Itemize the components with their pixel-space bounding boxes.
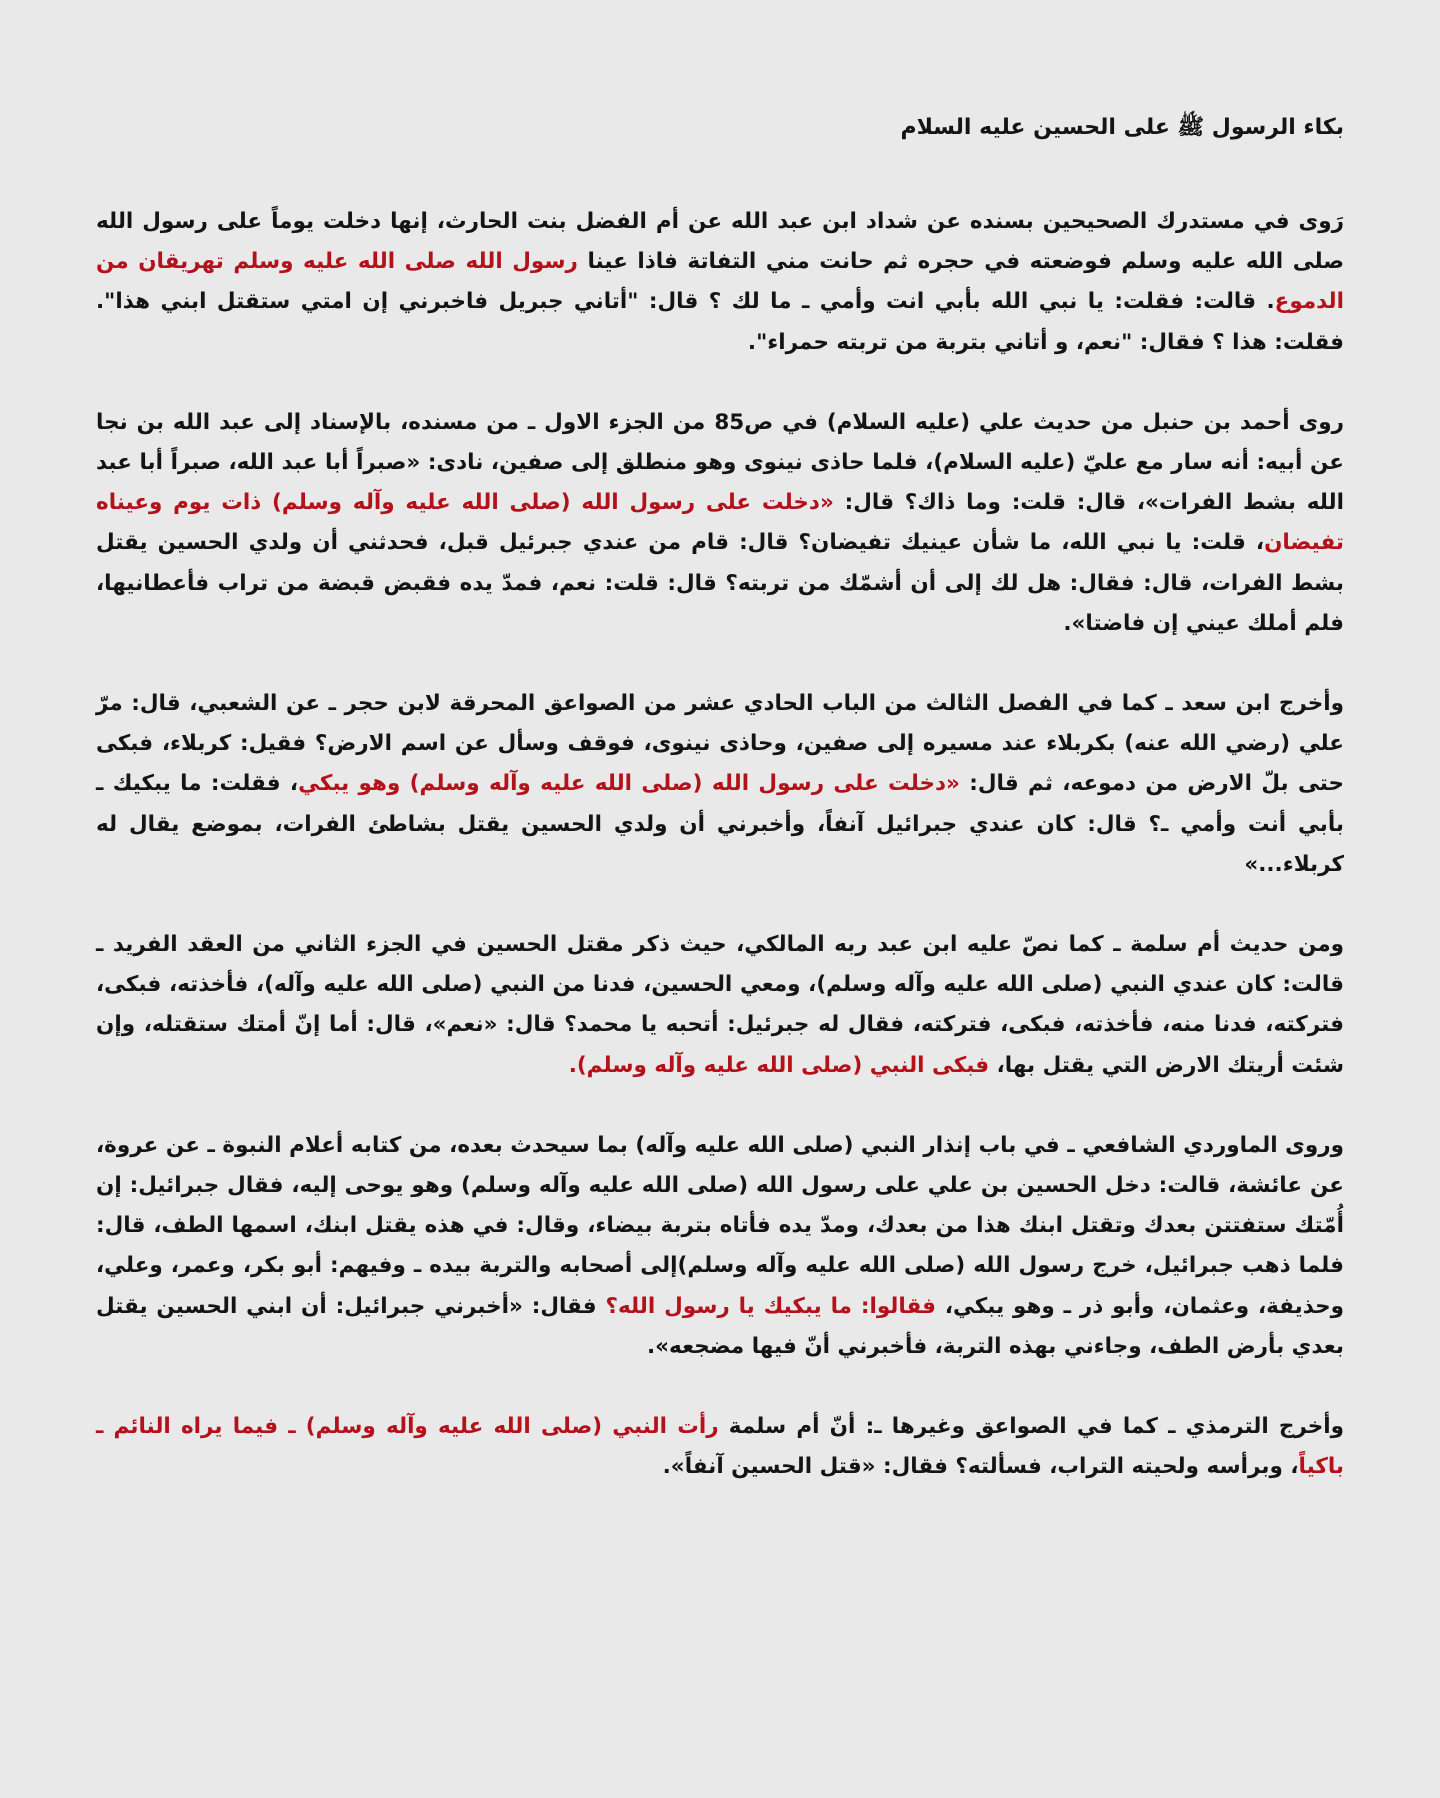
highlighted-text: «دخلت على رسول الله (صلى الله عليه وآله وسلم) ذات يوم وعيناه تفيضان [96, 490, 1344, 556]
paragraph-text: فقال: «أخبرني جبرائيل: أن ابني الحسين يقتل بعدي بأرض الطف، وجاءني بهذه التربة، فأخبرني أنّ فيها مضجعه». [96, 1293, 1344, 1359]
paragraph-text: وروى الماوردي الشافعي ـ في باب إنذار النبي (صلى الله عليه وآله) بما سيحدث بعده، من كتابه أعلام النبوة ـ عن عروة، عن عائشة، قالت: دخل الحسين بن علي على رسول الله (صلى الله عليه وآله وسلم) وهو يوحى إليه، فقال جبرائيل: إن أُمّتك ستفتتن بعدك وتقتل ابنك هذا من بعدك، ومدّ يده فأتاه بتربة بيضاء، وقال: في هذه يقتل ابنك، اسمها الطف، قال: فلما ذهب جبرائيل، خرج رسول الله (صلى الله عليه وآله وسلم)إلى أصحابه والتربة بيده ـ وفيهم: أبو بكر، وعمر، وعلي، وحذيفة، وعثمان، وأبو ذر ـ وهو يبكي، [96, 1132, 1345, 1319]
page-title: بكاء الرسول ﷺ على الحسين عليه السلام [900, 115, 1344, 140]
paragraph-text: ، قلت: يا نبي الله، ما شأن عينيك تفيضان؟ قال: قام من عندي جبرئيل قبل، فحدثني أن ولدي الحسين يقتل بشط الفرات، قال: فقال: هل لك إلى أن أشمّك من تربته؟ قال: قلت: نعم، فمدّ يده فقبض قبضة من تراب فأعطانيها، فلم أملك عيني إن فاضتا». [96, 530, 1344, 636]
paragraph-ibn-saad [96, 684, 1344, 885]
paragraph-ahmad-ibn-hanbal [96, 403, 1344, 644]
paragraph-text: روى أحمد بن حنبل من حديث علي (عليه السلام) في ص85 من الجزء الاول ـ من مسنده، بالإسناد إلى عبد الله بن نجا عن أبيه: أنه سار مع عليّ (عليه السلام)، فلما حاذى نينوى وهو منطلق إلى صفين، نادى: «صبراً أبا عبد الله، صبراً أبا عبد الله بشط الفرات»، قال: قلت: وما ذاك؟ قال: [96, 409, 1344, 516]
paragraph-text: رَوى في مستدرك الصحيحين بسنده عن شداد ابن عبد الله عن أم الفضل بنت الحارث، إنها دخلت يوماً على رسول الله صلى الله عليه وسلم فوضعته في حجره ثم حانت مني التفاتة فاذا عينا [96, 209, 1344, 275]
highlighted-text: رسول الله صلى الله عليه وسلم تهريقان من الدموع [96, 249, 1344, 315]
paragraph-mawardi [96, 1126, 1344, 1367]
paragraph-text: ، فقلت: ما يبكيك ـ بأبي أنت وأمي ـ؟ قال: كان عندي جبرائيل آنفاً، وأخبرني أن ولدي الحسين يقتل بشاطئ الفرات، بموضع يقال له كربلاء...» [96, 771, 1344, 877]
paragraph-text: وأخرج الترمذي ـ كما في الصواعق وغيرها ـ: أنّ أم سلمة [718, 1414, 1344, 1440]
paragraph-text: . قالت: فقلت: يا نبي الله بأبي انت وأمي ـ ما لك ؟ قال: "أتاني جبريل فاخبرني إن امتي ستقتل ابني هذا". فقلت: هذا ؟ فقال: "نعم، و أتاني بتربة من تربته حمراء". [96, 289, 1344, 355]
paragraph-text: ، وبرأسه ولحيته التراب، فسألته؟ فقال: «قتل الحسين آنفاً». [662, 1454, 1299, 1480]
paragraph-tirmidhi [96, 1407, 1344, 1487]
highlighted-text: رأت النبي (صلى الله عليه وآله وسلم) ـ فيما يراه النائم ـ باكياً [96, 1414, 1344, 1480]
paragraph-text: وأخرج ابن سعد ـ كما في الفصل الثالث من الباب الحادي عشر من الصواعق المحرقة لابن حجر ـ عن الشعبي، قال: مرّ علي (رضي الله عنه) بكربلاء عند مسيره إلى صفين، وحاذى نينوى، فوقف وسأل عن اسم الارض؟ فقيل: كربلاء، فبكى حتى بلّ الارض من دموعه، ثم قال: [96, 691, 1344, 797]
paragraph-mustadrak [96, 202, 1344, 363]
paragraph-text: ومن حديث أم سلمة ـ كما نصّ عليه ابن عبد ربه المالكي، حيث ذكر مقتل الحسين في الجزء الثاني من العقد الفريد ـ قالت: كان عندي النبي (صلى الله عليه وآله وسلم)، ومعي الحسين، فدنا من النبي (صلى الله عليه وآله)، فأخذته، فبكى، فتركته، فدنا منه، فأخذته، فبكى، فتركته، فقال له جبرئيل: أتحبه يا محمد؟ قال: «نعم»، قال: أما إنّ أمتك ستقتله، وإن شئت أريتك الارض التي يقتل بها، [96, 932, 1344, 1078]
highlighted-text: «دخلت على رسول الله (صلى الله عليه وآله وسلم) وهو يبكي [298, 771, 960, 797]
highlighted-text: فبكى النبي (صلى الله عليه وآله وسلم). [568, 1052, 990, 1078]
highlighted-text: فقالوا: ما يبكيك يا رسول الله؟ [605, 1293, 937, 1319]
paragraph-umm-salama [96, 925, 1344, 1086]
